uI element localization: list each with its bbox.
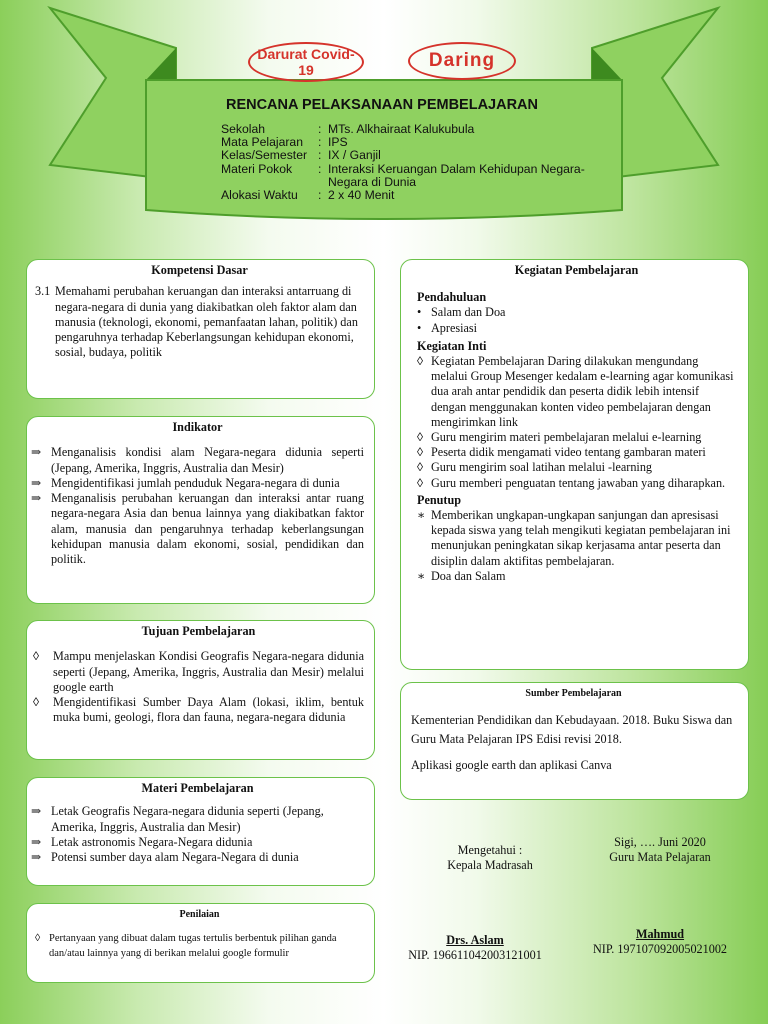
info-label: Kelas/Semester xyxy=(221,148,308,163)
list-item-text: Mengidentifikasi Sumber Daya Alam (lokasi, iklim, bentuk muka bumi, geologi, flora dan fauna, negara-negara didunia xyxy=(53,695,364,725)
list-item xyxy=(417,354,736,430)
info-table xyxy=(221,123,588,202)
pendahuluan-heading: Pendahuluan xyxy=(417,290,487,305)
bullet-marker: ◊ xyxy=(417,445,424,460)
indikator-box xyxy=(26,416,375,604)
bullet-marker: ◊ xyxy=(35,933,41,944)
list-item-text: Potensi sumber daya alam Negara-Negara di dunia xyxy=(51,850,299,865)
list-item xyxy=(31,476,364,491)
kompetensi-text: Memahami perubahan keruangan dan interaksi antarruang di negara-negara di dunia yang diakibatkan oleh faktor alam dan manusia (teknologi, ekonomi, pemanfaatan lahan, politik) dan pengaruhnya terhadap Keberlangsungan kehidupan ekonomi, sosial, budaya, politik xyxy=(55,284,358,360)
info-sep: : xyxy=(318,122,322,136)
list-item xyxy=(33,649,364,695)
info-row xyxy=(221,149,588,162)
bullet-marker: ⇒ xyxy=(31,834,42,849)
kompetensi-dasar-box xyxy=(26,259,375,399)
inti-list xyxy=(417,354,736,491)
kompetensi-title: Kompetensi Dasar xyxy=(151,263,248,277)
list-item-text: Guru memberi penguatan tentang jawaban yang diharapkan. xyxy=(431,475,726,490)
tujuan-list xyxy=(33,649,364,725)
mengetahui-label: Mengetahui : xyxy=(457,843,523,857)
info-val: Interaksi Keruangan Dalam Kehidupan Negara-Negara di Dunia xyxy=(328,161,585,189)
bullet-marker: • xyxy=(417,305,422,320)
bullet-marker: ∗ xyxy=(417,508,426,523)
signature-right-footer xyxy=(585,927,735,957)
signature-right-header xyxy=(585,835,735,865)
list-item-text: Doa dan Salam xyxy=(431,568,506,583)
penutup-list xyxy=(417,508,736,584)
info-sep: : xyxy=(318,148,322,163)
bullet-marker: • xyxy=(417,320,422,335)
list-item xyxy=(33,695,364,726)
bullet-marker: ⇒ xyxy=(31,491,42,506)
list-item-text: Menganalisis perubahan keruangan dan interaksi antar ruang negara-negara Asia dan benua lainnya yang diakibatkan faktor alam, manusia dan pengaruhnya terhadap keberlangsungan kehidupan manusia dalam ekonomi, sosial, pendidikan dan politik. xyxy=(51,491,364,567)
list-item xyxy=(417,569,736,584)
info-sep: : xyxy=(318,188,322,203)
guru-name: Mahmud xyxy=(635,927,685,941)
list-item xyxy=(417,508,736,569)
list-item-text: Menganalisis kondisi alam Negara-negara didunia seperti (Jepang, Amerika, Inggris, Australia dan Mesir) xyxy=(51,445,364,475)
list-item-text: Kegiatan Pembelajaran Daring dilakukan mengundang melalui Group Mesenger kedalam e-learning agar komunikasi dua arah antar pendidik dan peserta didik lebih intensif dengan menggunakan konten video pembelajaran dengan mengirimkan link xyxy=(431,354,734,429)
list-item xyxy=(417,460,736,475)
list-item-text: Salam dan Doa xyxy=(431,305,506,320)
bullet-marker: ◊ xyxy=(417,430,424,445)
materi-list xyxy=(31,804,364,865)
document-title: RENCANA PELAKSANAAN PEMBELAJARAN xyxy=(225,97,539,113)
list-item-text: Letak Geografis Negara-negara didunia seperti (Jepang, Amerika, Inggris, Australia dan Mesir) xyxy=(51,804,324,834)
list-item-text: Mampu menjelaskan Kondisi Geografis Negara-negara didunia seperti (Jepang, Amerika, Inggris, Australia dan Mesir) melalui google earth xyxy=(53,649,364,694)
sumber-paragraph-2: Aplikasi google earth dan aplikasi Canva xyxy=(411,758,612,772)
list-item xyxy=(31,445,364,476)
bullet-marker: ⇒ xyxy=(31,475,42,490)
indikator-list xyxy=(31,445,364,567)
bullet-marker: ◊ xyxy=(417,354,424,369)
materi-box xyxy=(26,777,375,886)
sumber-paragraph-1: Kementerian Pendidikan dan Kebudayaan. 2018. Buku Siswa dan Guru Mata Pelajaran IPS Edisi revisi 2018. xyxy=(411,713,733,746)
daring-badge: Daring xyxy=(408,42,516,80)
tujuan-box xyxy=(26,620,375,760)
kepala-name: Drs. Aslam xyxy=(446,933,504,947)
kegiatan-title: Kegiatan Pembelajaran xyxy=(514,263,639,277)
bullet-marker: ◊ xyxy=(33,649,40,664)
sumber-box xyxy=(400,682,749,800)
bullet-marker: ⇒ xyxy=(31,804,42,819)
list-item xyxy=(31,491,364,567)
kegiatan-box xyxy=(400,259,749,670)
info-sep: : xyxy=(318,161,322,176)
list-item-text: Guru mengirim materi pembelajaran melalui e-learning xyxy=(431,430,702,445)
list-item xyxy=(417,476,736,491)
kompetensi-number: 3.1 xyxy=(35,284,51,299)
bullet-marker: ∗ xyxy=(417,568,426,583)
materi-title: Materi Pembelajaran xyxy=(141,781,254,795)
list-item xyxy=(31,835,364,850)
penilaian-box xyxy=(26,903,375,983)
info-sep: : xyxy=(318,135,322,150)
list-item-text: Peserta didik mengamati video tentang gambaran materi xyxy=(431,445,706,460)
info-val: IX / Ganjil xyxy=(328,148,381,163)
signature-left-header xyxy=(415,843,565,873)
list-item-text: Guru mengirim soal latihan melalui -learning xyxy=(431,460,653,475)
list-item xyxy=(417,321,736,336)
list-item xyxy=(31,804,364,835)
indikator-title: Indikator xyxy=(172,420,223,434)
info-label: Sekolah xyxy=(221,122,266,136)
ribbon-graphic xyxy=(0,0,768,240)
list-item-text: Letak astronomis Negara-Negara didunia xyxy=(51,834,253,849)
info-row xyxy=(221,163,588,189)
pendahuluan-list xyxy=(417,305,736,335)
date-label: Sigi, …. Juni 2020 xyxy=(614,835,706,849)
covid-badge: Darurat Covid-19 xyxy=(248,42,364,82)
list-item-text: Mengidentifikasi jumlah penduduk Negara-negara di dunia xyxy=(51,475,340,490)
penilaian-list xyxy=(35,931,364,961)
sumber-title: Sumber Pembelajaran xyxy=(525,688,622,699)
kepala-nip: NIP. 196611042003121001 xyxy=(408,948,542,962)
inti-heading: Kegiatan Inti xyxy=(417,338,487,353)
kepala-madrasah-label: Kepala Madrasah xyxy=(447,858,533,872)
info-label: Materi Pokok xyxy=(221,161,293,176)
list-item-text: Pertanyaan yang dibuat dalam tugas tertulis berbentuk pilihan ganda dan/atau lainnya yang di berikan melalui google formulir xyxy=(49,933,337,959)
list-item xyxy=(35,931,364,961)
guru-nip: NIP. 197107092005021002 xyxy=(592,942,728,956)
bullet-marker: ◊ xyxy=(33,695,40,710)
info-row xyxy=(221,189,588,202)
info-label: Mata Pelajaran xyxy=(221,135,303,150)
info-val: 2 x 40 Menit xyxy=(328,188,395,203)
info-val: MTs. Alkhairaat Kalukubula xyxy=(328,122,475,136)
list-item-text: Memberikan ungkapan-ungkapan sanjungan dan apresisasi kepada siswa yang telah mengikuti kegiatan pembelajaran ini menunjukan peningkatan sikap kerjasama antar peserta dan disiplin dalam aktifitas pembelajaran. xyxy=(431,508,731,568)
bullet-marker: ⇒ xyxy=(31,850,42,865)
info-label: Alokasi Waktu xyxy=(221,188,298,203)
kompetensi-item xyxy=(35,284,364,360)
list-item xyxy=(417,430,736,445)
list-item xyxy=(417,305,736,320)
bullet-marker: ◊ xyxy=(417,475,424,490)
penutup-heading: Penutup xyxy=(417,492,462,507)
list-item xyxy=(417,445,736,460)
bullet-marker: ◊ xyxy=(417,460,424,475)
list-item-text: Apresiasi xyxy=(431,320,478,335)
penilaian-title: Penilaian xyxy=(179,909,220,920)
header-banner xyxy=(0,0,768,240)
tujuan-title: Tujuan Pembelajaran xyxy=(141,624,256,638)
bullet-marker: ⇒ xyxy=(31,445,42,460)
info-val: IPS xyxy=(328,135,348,150)
list-item xyxy=(31,850,364,865)
guru-label: Guru Mata Pelajaran xyxy=(609,850,711,864)
signature-left-footer xyxy=(400,933,550,963)
